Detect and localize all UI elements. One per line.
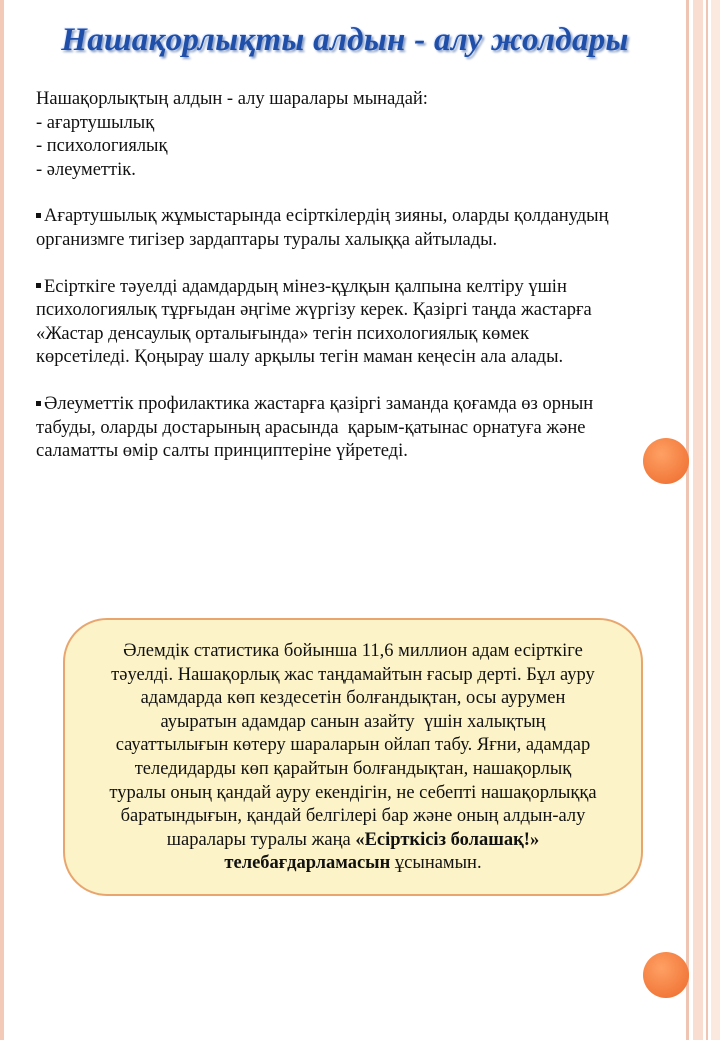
list-item: - әлеуметтік. (36, 159, 136, 180)
list-item: - психологиялық (36, 136, 168, 157)
decorative-dot-lower (643, 952, 689, 998)
page-border-left (0, 0, 4, 1040)
bullet-icon (36, 401, 41, 406)
page-border-right (686, 0, 720, 1040)
paragraph-social: Әлеуметтік профилактика жастарға қазіргі заманда қоғамда өз орнын табуды, оларды достарының арасында қарым-қатынас орнатуға және саламатты өмір салты принциптеріне үйретеді. (36, 393, 594, 462)
program-name: «Есірткісіз болашақ!» (355, 829, 540, 850)
page-title: Нашақорлықты алдын - алу жолдары (61, 22, 629, 58)
paragraph-education: Ағартушылық жұмыстарында есірткілердің зияны, оларды қолданудың организмге тигізер зардаптары туралы халыққа айтылады. (36, 206, 609, 250)
intro-heading: Нашақорлықтың алдын - алу шаралары мынадай: (36, 89, 428, 109)
paragraph-psychological: Есірткіге тәуелді адамдардың мінез-құлқын қалпына келтіру үшін психологиялық тұрғыдан әңгіме жүргізу керек. Қазіргі таңда жастарға «Жастар денсаулық орталығында» тегін психологиялық көмек көрсетіледі. Қоңырау шалу арқылы тегін маман кеңесін ала алады. (36, 276, 592, 368)
bullet-icon (36, 213, 41, 218)
main-text (36, 88, 676, 464)
bullet-icon (36, 283, 41, 288)
program-type: телебағдарламасын (224, 853, 391, 874)
list-item: - ағартушылық (36, 112, 155, 133)
statistics-callout: Әлемдік статистика бойынша 11,6 миллион адам есірткіге тәуелді. Нашақорлық жас таңдамайтын ғасыр дерті. Бұл ауру адамдарда көп кездесетін болғандықтан, осы аурумен ауыратын адамдар санын азайту үшін халықтың сауаттылығын көтеру шараларын ойлап табу. Яғни, адамдар теледидарды көп қарайтын болғандықтан, нашақорлық туралы оның қандай ауру екендігін, не себепті нашақорлыққа баратындығын, қандай белгілері бар және оның алдын-алу шаралары туралы жаңа «Есірткісіз болашақ!» телебағдарламасын ұсынамын. (63, 618, 643, 896)
